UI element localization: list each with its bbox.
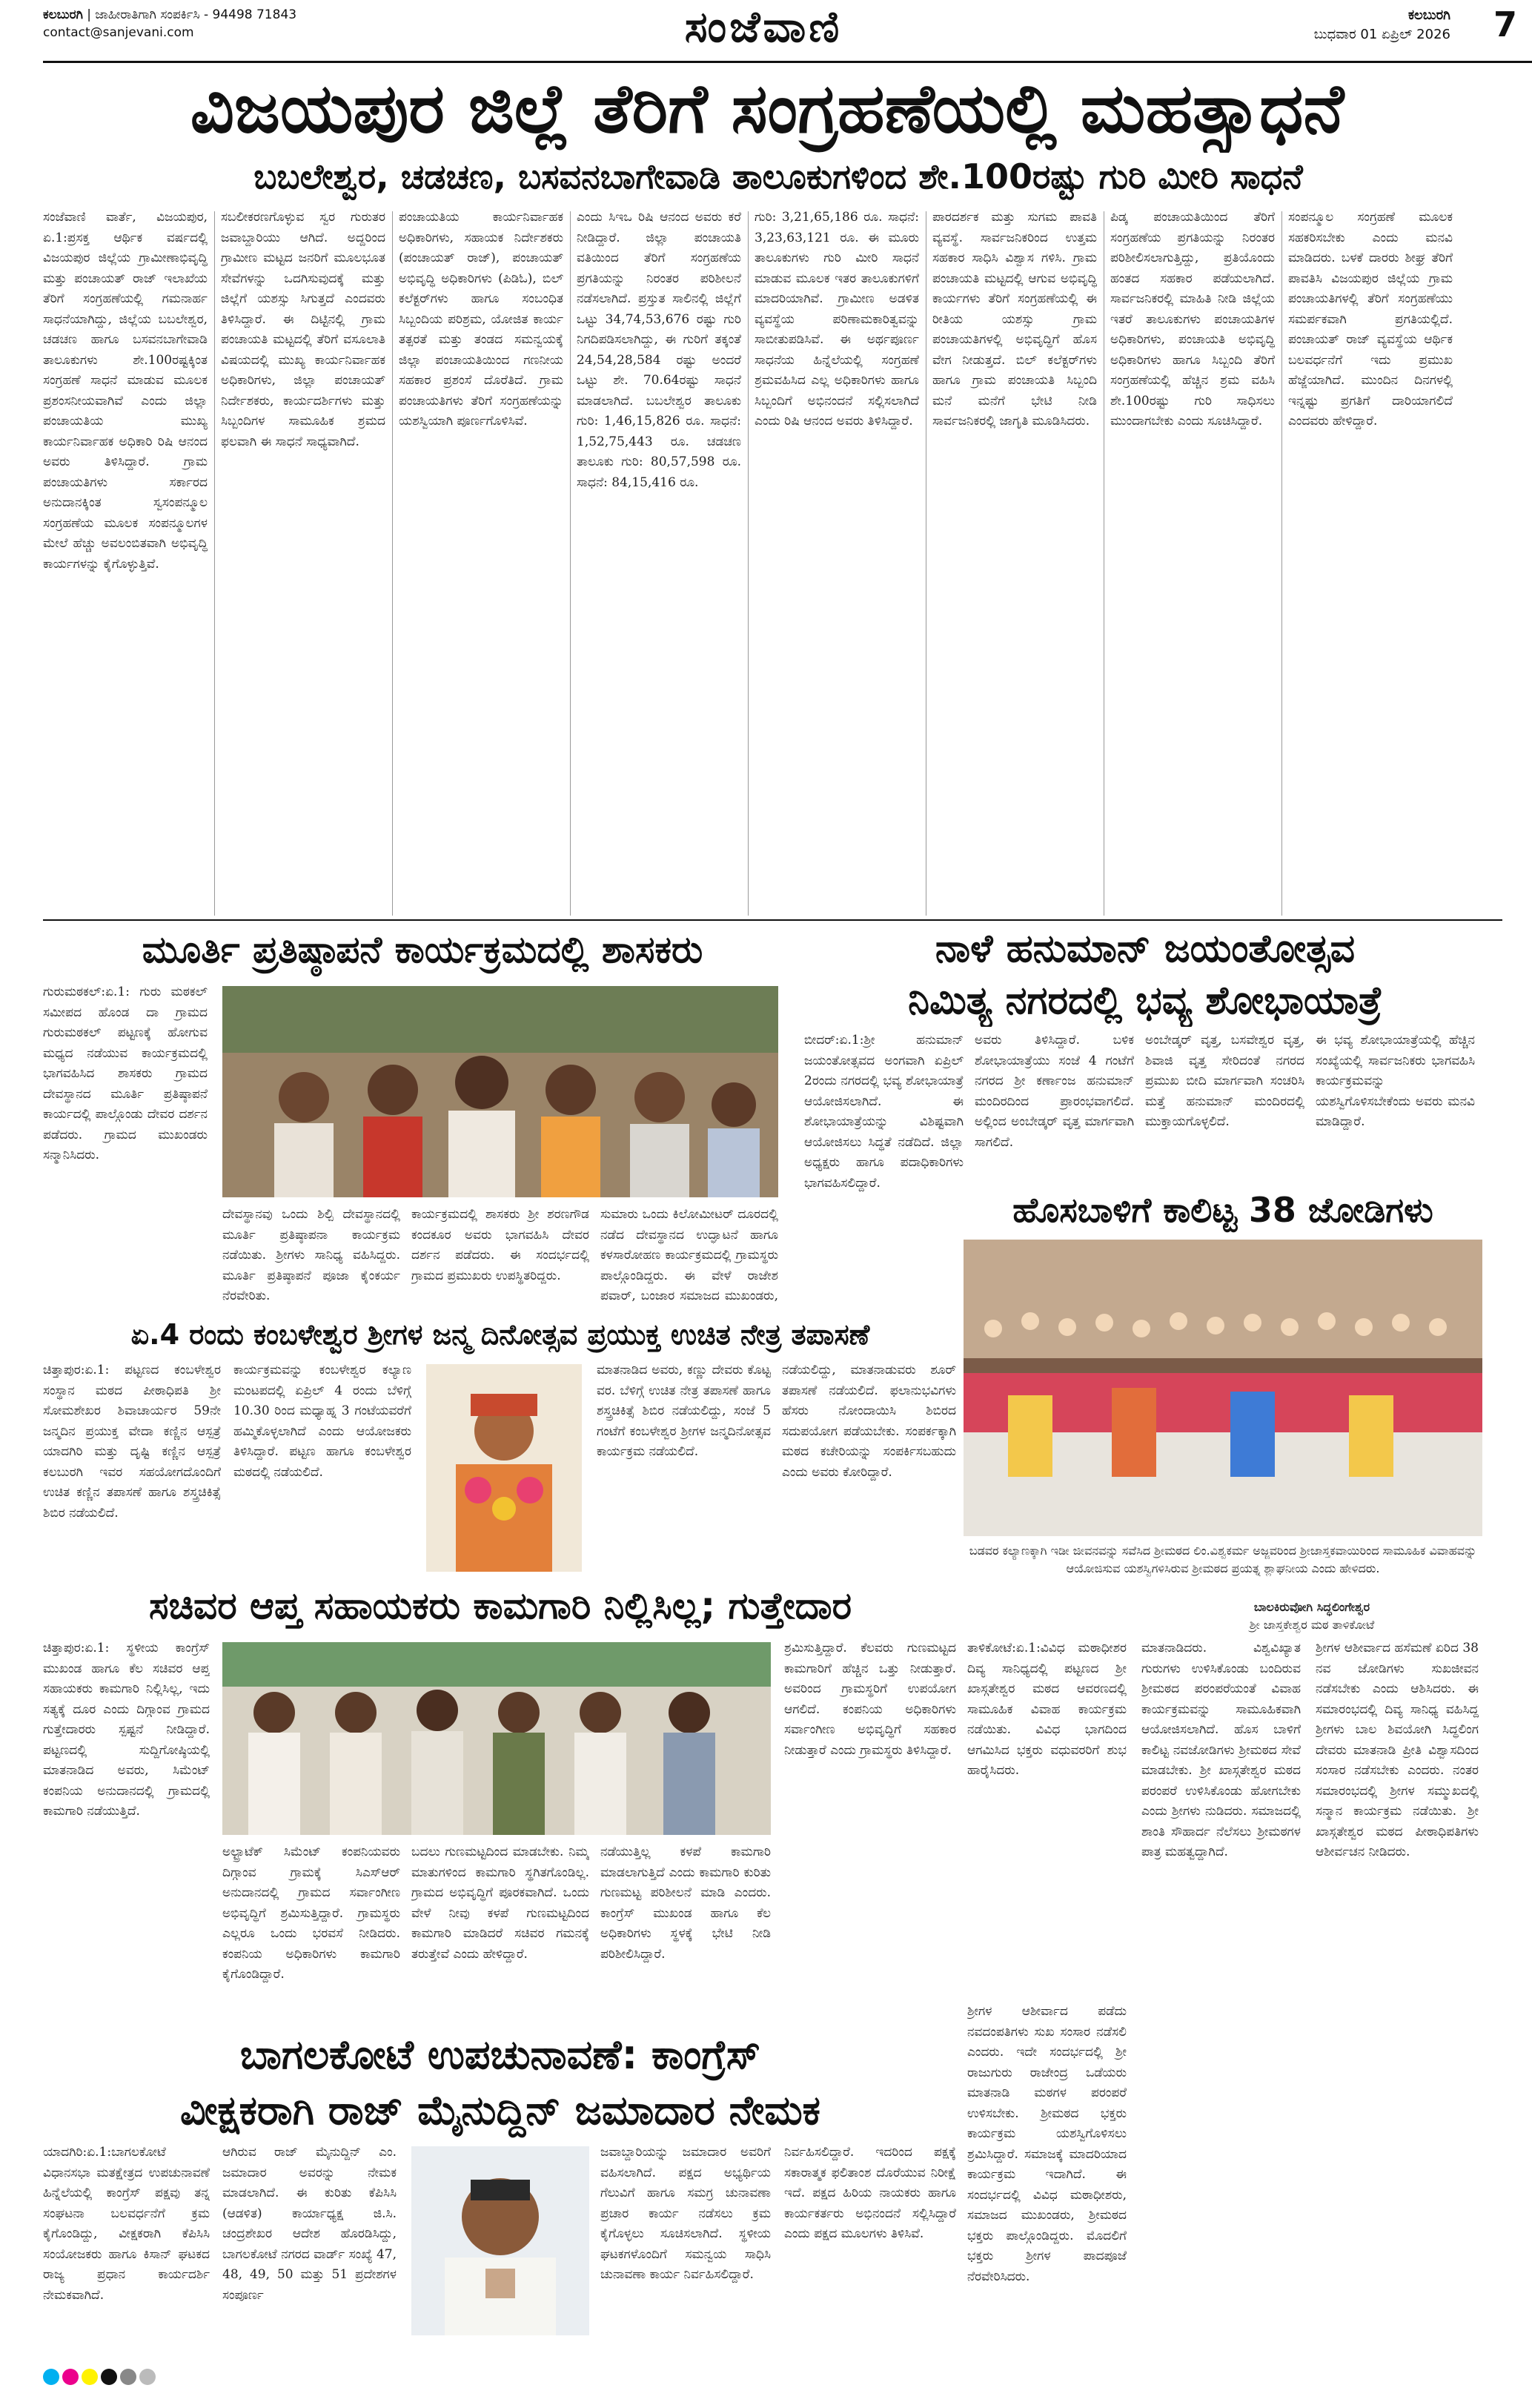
header-city-right: ಕಲಬುರಗಿ: [1407, 7, 1450, 23]
religious-column-2: ಶ್ರೀಗಳ ಆಶೀರ್ವಾದ ಹಸೆಮಣೆ ಏರಿದ 38 ನವ ಜೋಡಿಗಳು ಸುಖಜೀವನ ನಡೆಸಬೇಕು ಎಂದು ಆಶಿಸಿದರು. ಈ ಸಮಾರಂಭದಲ್ಲಿ ದಿವ್ಯ ಸಾನಿಧ್ಯ ವಹಿಸಿದ್ದ ಶ್ರೀಗಳು ಬಾಲ ಶಿವಯೋಗಿ ಸಿದ್ಧಲಿಂಗ ದೇವರು ಮಾತನಾಡಿ ಪ್ರೀತಿ ವಿಶ್ವಾಸದಿಂದ ಸಂಸಾರ ನಡೆಸಬೇಕು ಎಂದರು. ನಂತರ ಸಮಾರಂಭದಲ್ಲಿ ಶ್ರೀಗಳ ಸಮ್ಮುಖದಲ್ಲಿ ಸನ್ಮಾನ ಕಾರ್ಯಕ್ರಮ ನಡೆಯಿತು. ಶ್ರೀ ಖಾಸ್ಗತೇಶ್ವರ ಮಠದ ಪೀಠಾಧಿಪತಿಗಳು ಆಶೀರ್ವಚನ ನೀಡಿದರು.: [1316, 1641, 1479, 1859]
eyecamp-column-2: ಕಾರ್ಯಕ್ರಮವನ್ನು ಕಂಬಳೇಶ್ವರ ಕಲ್ಯಾಣ ಮಂಟಪದಲ್ಲಿ ಏಪ್ರಿಲ್ 4 ರಂದು ಬೆಳಿಗ್ಗೆ 10.30 ರಿಂದ ಮಧ್ಯಾಹ್ನ 3 ಗಂಟೆಯವರೆಗೆ ಹಮ್ಮಿಕೊಳ್ಳಲಾಗಿದೆ ಎಂದು ಆಯೋಜಕರು ತಿಳಿಸಿದ್ದಾರೆ. ಪಟ್ಟಣ ಹಾಗೂ ಕಂಬಳೇಶ್ವರ ಮಠದಲ್ಲಿ ನಡೆಯಲಿದೆ.: [233, 1363, 411, 1480]
page-number: 7: [1493, 4, 1517, 44]
murthi-headline: ಮೂರ್ತಿ ಪ್ರತಿಷ್ಠಾಪನೆ ಕಾರ್ಯಕ್ರಮದಲ್ಲಿ ಶಾಸಕರು: [142, 928, 703, 971]
lead-column-4: ಎಂದು ಸಿಇಒ ರಿಷಿ ಆನಂದ ಅವರು ಕರೆ ನೀಡಿದ್ದಾರೆ. ಜಿಲ್ಲಾ ಪಂಚಾಯತಿ ವತಿಯಿಂದ ತೆರಿಗೆ ಸಂಗ್ರಹಣೆಯ ಪ್ರಗತಿಯನ್ನು ನಿರಂತರ ಪರಿಶೀಲನೆ ನಡೆಸಲಾಗಿದೆ. ಪ್ರಸ್ತುತ ಸಾಲಿನಲ್ಲಿ ಜಿಲ್ಲೆಗೆ ಒಟ್ಟು 34,74,53,676 ರಷ್ಟು ಗುರಿ ನಿಗದಿಪಡಿಸಲಾಗಿದ್ದು, ಈ ಗುರಿಗೆ ತಕ್ಕಂತೆ 24,54,28,584 ರಷ್ಟು ಅಂದರೆ ಒಟ್ಟು ಶೇ. 70.64ರಷ್ಟು ಸಾಧನೆ ಮಾಡಲಾಗಿದೆ. ಬಬಲೇಶ್ವರ ತಾಲೂಕು ಗುರಿ: 1,46,15,826 ರೂ. ಸಾಧನೆ: 1,52,75,443 ರೂ. ಚಡಚಣ ತಾಲೂಕು ಗುರಿ: 80,57,598 ರೂ. ಸಾಧನೆ: 84,15,416 ರೂ.: [577, 210, 741, 490]
murthi-photo-graphic: [222, 986, 778, 1197]
contractor-column-3: ಬದಲು ಗುಣಮಟ್ಟದಿಂದ ಮಾಡಬೇಕು. ನಿಮ್ಮ ಮಾತುಗಳಿಂದ ಕಾಮಗಾರಿ ಸ್ಥಗಿತಗೊಂಡಿಲ್ಲ. ಗ್ರಾಮದ ಅಭಿವೃದ್ಧಿಗೆ ಪೂರಕವಾಗಿದೆ. ಒಂದು ವೇಳೆ ನೀವು ಕಳಪೆ ಗುಣಮಟ್ಟದಿಂದ ಕಾಮಗಾರಿ ಮಾಡಿದರೆ ಸಚಿವರ ಗಮನಕ್ಕೆ ತರುತ್ತೇವೆ ಎಂದು ಹೇಳಿದ್ದಾರೆ.: [411, 1845, 589, 1962]
eyecamp-column-4: ನಡೆಯಲಿದ್ದು, ಮಾತನಾಡುವರು ಶೂರ್ ತಪಾಸಣೆ ನಡೆಯಲಿದೆ. ಫಲಾನುಭವಿಗಳು ಹೆಸರು ನೋಂದಾಯಿಸಿ ಶಿಬಿರದ ಸದುಪಯೋಗ ಪಡೆಯಬೇಕು. ಸಂಪರ್ಕಕ್ಕಾಗಿ ಮಠದ ಕಚೇರಿಯನ್ನು ಸಂಪರ್ಕಿಸಬಹುದು ಎಂದು ಅವರು ಕೋರಿದ್ದಾರೆ.: [782, 1363, 956, 1480]
bagalkot-column-2: ಆಗಿರುವ ರಾಜ್ ಮೈನುದ್ದಿನ್ ಎಂ. ಜಮಾದಾರ ಅವರನ್ನು ನೇಮಕ ಮಾಡಲಾಗಿದೆ. ಈ ಕುರಿತು ಕೆಪಿಸಿಸಿ (ಆಡಳಿತ) ಕಾರ್ಯಾಧ್ಯಕ್ಷ ಜಿ.ಸಿ. ಚಂದ್ರಶೇಖರ ಆದೇಶ ಹೊರಡಿಸಿದ್ದು, ಬಾಗಲಕೋಟೆ ನಗರದ ವಾರ್ಡ್ ಸಂಖ್ಯೆ 47, 48, 49, 50 ಮತ್ತು 51 ಪ್ರದೇಶಗಳ ಸಂಪೂರ್ಣ: [222, 2145, 397, 2303]
wedding-headline: ಹೊಸಬಾಳಿಗೆ ಕಾಲಿಟ್ಟ 38 ಜೋಡಿಗಳು: [1012, 1190, 1433, 1230]
murthi-photo: [222, 986, 778, 1197]
header-contact: ಕಲಬುರಗಿ | ಜಾಹೀರಾತಿಗಾಗಿ ಸಂಪರ್ಕಿಸಿ - 94498 71843 contact@sanjevani.com: [43, 7, 297, 40]
wedding-column-1: ತಾಳಿಕೋಟೆ:ಏ.1:ವಿವಿಧ ಮಠಾಧೀಶರ ದಿವ್ಯ ಸಾನಿಧ್ಯದಲ್ಲಿ ಪಟ್ಟಣದ ಶ್ರೀ ಖಾಸ್ಗತೇಶ್ವರ ಮಠದ ಆವರಣದಲ್ಲಿ ಸಾಮೂಹಿಕ ವಿವಾಹ ಕಾರ್ಯಕ್ರಮ ನಡೆಯಿತು. ವಿವಿಧ ಭಾಗದಿಂದ ಆಗಮಿಸಿದ ಭಕ್ತರು ವಧುವರರಿಗೆ ಶುಭ ಹಾರೈಸಿದರು.: [967, 1641, 1127, 1778]
eyecamp-column-3: ಮಾತನಾಡಿದ ಅವರು, ಕಣ್ಣು ದೇವರು ಕೊಟ್ಟ ವರ. ಬೆಳಿಗ್ಗೆ ಉಚಿತ ನೇತ್ರ ತಪಾಸಣೆ ಹಾಗೂ ಶಸ್ತ್ರಚಿಕಿತ್ಸೆ ಶಿಬಿರ ನಡೆಯಲಿದ್ದು, ಸಂಜೆ 5 ಗಂಟೆಗೆ ಕಂಬಳೇಶ್ವರ ಶ್ರೀಗಳ ಜನ್ಮದಿನೋತ್ಸವ ಕಾರ್ಯಕ್ರಮ ನಡೆಯಲಿದೆ.: [597, 1363, 771, 1459]
wedding-photo: [964, 1240, 1482, 1536]
grey-mark: [120, 2369, 136, 2385]
murthi-column-2: ದೇವಸ್ಥಾನವು ಒಂದು ಶಿಲ್ಪಿ ದೇವಸ್ಥಾನದಲ್ಲಿ ಮೂರ್ತಿ ಪ್ರತಿಷ್ಠಾಪನಾ ಕಾರ್ಯಕ್ರಮ ನಡೆಯಿತು. ಶ್ರೀಗಳು ಸಾನಿಧ್ಯ ವಹಿಸಿದ್ದರು. ಮೂರ್ತಿ ಪ್ರತಿಷ್ಠಾಪನೆ ಪೂಜಾ ಕೈಂಕರ್ಯ ನೆರವೇರಿತು.: [222, 1207, 400, 1303]
hanuman-headline-2: ನಿಮಿತ್ಯ ನಗರದಲ್ಲಿ ಭವ್ಯ ಶೋಭಾಯಾತ್ರೆ: [908, 979, 1382, 1023]
column-divider: [570, 211, 571, 916]
contractor-column-1: ಚಿತ್ತಾಪುರ:ಏ.1: ಸ್ಥಳೀಯ ಕಾಂಗ್ರೆಸ್ ಮುಖಂಡ ಹಾಗೂ ಕೆಲ ಸಚಿವರ ಆಪ್ತ ಸಹಾಯಕರು ಕಾಮಗಾರಿ ನಿಲ್ಲಿಸಿಲ್ಲ, ಇದು ಸತ್ಯಕ್ಕೆ ದೂರ ಎಂದು ದಿಗ್ಗಾಂವ ಗ್ರಾಮದ ಗುತ್ತೇದಾರರು ಸ್ಪಷ್ಟನೆ ನೀಡಿದ್ದಾರೆ. ಪಟ್ಟಣದಲ್ಲಿ ಸುದ್ದಿಗೋಷ್ಠಿಯಲ್ಲಿ ಮಾತನಾಡಿದ ಅವರು, ಸಿಮೆಂಟ್ ಕಂಪನಿಯ ಅನುದಾನದಲ್ಲಿ ಗ್ರಾಮದಲ್ಲಿ ಕಾಮಗಾರಿ ನಡೆಯುತ್ತಿದೆ.: [43, 1641, 210, 1819]
wedding-credit-1: ಬಾಲಕಿರುವೋಗಿ ಸಿದ್ಧಲಿಂಗೇಶ್ವರ: [1253, 1600, 1370, 1614]
header-ad-contact: ಜಾಹೀರಾತಿಗಾಗಿ ಸಂಪರ್ಕಿಸಿ - 94498 71843: [95, 7, 297, 22]
contractor-photo-graphic: [222, 1642, 771, 1835]
eyecamp-seer-photo: [426, 1364, 582, 1572]
lead-column-3: ಪಂಚಾಯತಿಯ ಕಾರ್ಯನಿರ್ವಾಹಕ ಅಧಿಕಾರಿಗಳು, ಸಹಾಯಕ ನಿರ್ದೇಶಕರು (ಪಂಚಾಯತ್ ರಾಜ್), ಪಂಚಾಯತ್ ಅಭಿವೃದ್ಧಿ ಅಧಿಕಾರಿಗಳು (ಪಿಡಿಓ), ಬಿಲ್ ಕಲೆಕ್ಟರ್‌ಗಳು ಹಾಗೂ ಸಂಬಂಧಿತ ಸಿಬ್ಬಂದಿಯ ಪರಿಶ್ರಮ, ಯೋಜಿತ ಕಾರ್ಯ ತತ್ಪರತೆ ಮತ್ತು ತಂಡದ ಸಮನ್ವಯಕ್ಕೆ ಜಿಲ್ಲಾ ಪಂಚಾಯತಿಯಿಂದ ಗಣನೀಯ ಸಹಕಾರ ಪ್ರಶಂಸೆ ದೊರೆತಿದೆ. ಗ್ರಾಮ ಪಂಚಾಯತಿಗಳು ತೆರಿಗೆ ಸಂಗ್ರಹಣೆಯನ್ನು ಯಶಸ್ವಿಯಾಗಿ ಪೂರ್ಣಗೊಳಿಸಿವೆ.: [399, 210, 563, 429]
column-divider: [214, 211, 215, 916]
column-divider: [748, 211, 749, 916]
header-city: ಕಲಬುರಗಿ: [43, 7, 83, 22]
masthead: [519, 1, 1008, 53]
header-date: ಬುಧವಾರ 01 ಏಪ್ರಿಲ್ 2026: [1313, 27, 1450, 42]
religious-column-1: ಮಾತನಾಡಿದರು. ವಿಶ್ವವಿಖ್ಯಾತ ಗುರುಗಳು ಉಳಿಸಿಕೊಂಡು ಬಂದಿರುವ ಶ್ರೀಮಠದ ಪರಂಪರೆಯಂತೆ ವಿವಾಹ ಕಾರ್ಯಕ್ರಮವನ್ನು ಸಾಮೂಹಿಕವಾಗಿ ಆಯೋಜಿಸಲಾಗಿದೆ. ಹೊಸ ಬಾಳಿಗೆ ಕಾಲಿಟ್ಟ ನವಜೋಡಿಗಳು ಶ್ರೀಮಠದ ಸೇವೆ ಮಾಡಬೇಕು. ಶ್ರೀ ಖಾಸ್ಗತೇಶ್ವರ ಮಠದ ಪರಂಪರೆ ಉಳಿಸಿಕೊಂಡು ಹೋಗಬೇಕು ಎಂದು ಶ್ರೀಗಳು ನುಡಿದರು. ಸಮಾಜದಲ್ಲಿ ಶಾಂತಿ ಸೌಹಾರ್ದ ನೆಲೆಸಲು ಶ್ರೀಮಠಗಳ ಪಾತ್ರ ಮಹತ್ವದ್ದಾಗಿದೆ.: [1141, 1641, 1301, 1859]
lead-column-7: ಪಿಡ್ಕ ಪಂಚಾಯತಿಯಿಂದ ತೆರಿಗೆ ಸಂಗ್ರಹಣೆಯ ಪ್ರಗತಿಯನ್ನು ನಿರಂತರ ಪರಿಶೀಲಿಸಲಾಗುತ್ತಿದ್ದು, ಪ್ರತಿಯೊಂದು ಹಂತದ ಸಹಕಾರ ಪಡೆಯಲಾಗಿದೆ. ಸಾರ್ವಜನಿಕರಲ್ಲಿ ಮಾಹಿತಿ ನೀಡಿ ಜಿಲ್ಲೆಯ ಇತರೆ ತಾಲೂಕುಗಳು ಪಂಚಾಯತಿಗಳ ಅಧಿಕಾರಿಗಳು, ಪಂಚಾಯತಿ ಅಭಿವೃದ್ಧಿ ಅಧಿಕಾರಿಗಳು ಹಾಗೂ ಸಿಬ್ಬಂದಿ ತೆರಿಗೆ ಸಂಗ್ರಹಣೆಯಲ್ಲಿ ಹೆಚ್ಚಿನ ಶ್ರಮ ವಹಿಸಿ ಶೇ.100ರಷ್ಟು ಗುರಿ ಸಾಧಿಸಲು ಮುಂದಾಗಬೇಕು ಎಂದು ಸೂಚಿಸಿದ್ದಾರೆ.: [1110, 210, 1275, 429]
eyecamp-seer-graphic: [426, 1364, 582, 1572]
bagalkot-headline-1: ಬಾಗಲಕೋಟೆ ಉಪಚುನಾವಣೆ: ಕಾಂಗ್ರೆಸ್: [239, 2031, 761, 2078]
eyecamp-headline: ಏ.4 ರಂದು ಕಂಬಳೇಶ್ವರ ಶ್ರೀಗಳ ಜನ್ಮ ದಿನೋತ್ಸವ ಪ್ರಯುಕ್ತ ಉಚಿತ ನೇತ್ರ ತಪಾಸಣೆ: [130, 1318, 870, 1351]
color-registration-marks: [43, 2369, 159, 2388]
bagalkot-portrait: [411, 2146, 589, 2335]
bagalkot-column-3: ಜವಾಬ್ದಾರಿಯನ್ನು ಜಮಾದಾರ ಅವರಿಗೆ ವಹಿಸಲಾಗಿದೆ. ಪಕ್ಷದ ಅಭ್ಯರ್ಥಿಯ ಗೆಲುವಿಗೆ ಹಾಗೂ ಸಮಗ್ರ ಚುನಾವಣಾ ಪ್ರಚಾರ ಕಾರ್ಯ ನಡೆಸಲು ಕ್ರಮ ಕೈಗೊಳ್ಳಲು ಸೂಚಿಸಲಾಗಿದೆ. ಸ್ಥಳೀಯ ಘಟಕಗಳೊಂದಿಗೆ ಸಮನ್ವಯ ಸಾಧಿಸಿ ಚುನಾವಣಾ ಕಾರ್ಯ ನಿರ್ವಹಿಸಲಿದ್ದಾರೆ.: [600, 2145, 771, 2282]
lead-column-2: ಸಬಲೀಕರಣಗೊಳ್ಳುವ ಸ್ವರ ಗುರುತರ ಜವಾಬ್ದಾರಿಯು ಆಗಿದೆ. ಅದ್ದರಿಂದ ಗ್ರಾಮೀಣ ಮಟ್ಟದ ಜನರಿಗೆ ಮೂಲಭೂತ ಸೇವೆಗಳನ್ನು ಒದಗಿಸುವುದಕ್ಕೆ ಮತ್ತು ಜಿಲ್ಲೆಗೆ ಯಶಸ್ಸು ಸಿಗುತ್ತದೆ ಎಂದವರು ತಿಳಿಸಿದ್ದಾರೆ. ಈ ದಿಟ್ಟಿನಲ್ಲಿ ಗ್ರಾಮ ಪಂಚಾಯತಿ ಮಟ್ಟದಲ್ಲಿ ತೆರಿಗೆ ವಸೂಲಾತಿ ವಿಷಯದಲ್ಲಿ ಮುಖ್ಯ ಕಾರ್ಯನಿರ್ವಾಹಕ ಅಧಿಕಾರಿಗಳು, ಜಿಲ್ಲಾ ಪಂಚಾಯತ್ ನಿರ್ದೇಶಕರು, ಕಾರ್ಯದರ್ಶಿಗಳು ಮತ್ತು ಸಿಬ್ಬಂದಿಗಳ ಸಾಮೂಹಿಕ ಶ್ರಮದ ಫಲವಾಗಿ ಈ ಸಾಧನೆ ಸಾಧ್ಯವಾಗಿದೆ.: [221, 210, 385, 449]
hanuman-column-3: ಅಂಬೇಡ್ಕರ್ ವೃತ್ತ, ಬಸವೇಶ್ವರ ವೃತ್ತ, ಶಿವಾಜಿ ವೃತ್ತ ಸೇರಿದಂತೆ ನಗರದ ಪ್ರಮುಖ ಬೀದಿ ಮಾರ್ಗವಾಗಿ ಸಂಚರಿಸಿ ಮತ್ತೆ ಹನುಮಾನ್ ಮಂದಿರದಲ್ಲಿ ಮುಕ್ತಾಯಗೊಳ್ಳಲಿದೆ.: [1145, 1033, 1304, 1129]
masthead-title: ಸಂಜೆವಾಣಿ: [684, 1, 843, 52]
header-email[interactable]: contact@sanjevani.com: [43, 25, 194, 40]
wedding-photo-graphic: [964, 1240, 1482, 1536]
hanuman-headline-1: ನಾಳೆ ಹನುಮಾನ್ ಜಯಂತೋತ್ಸವ: [935, 927, 1356, 971]
section-rule: [43, 919, 1502, 921]
lead-column-1: ಸಂಜೆವಾಣಿ ವಾರ್ತೆ, ವಿಜಯಪುರ, ಏ.1:ಪ್ರಸಕ್ತ ಆರ್ಥಿಕ ವರ್ಷದಲ್ಲಿ ವಿಜಯಪುರ ಜಿಲ್ಲೆಯ ಗ್ರಾಮೀಣಾಭಿವೃದ್ಧಿ ಮತ್ತು ಪಂಚಾಯತ್ ರಾಜ್ ಇಲಾಖೆಯ ತೆರಿಗೆ ಸಂಗ್ರಹಣೆಯಲ್ಲಿ ಗಮನಾರ್ಹ ಸಾಧನೆಯಾಗಿದ್ದು, ಜಿಲ್ಲೆಯ ಬಬಲೇಶ್ವರ, ಚಡಚಣ ಹಾಗೂ ಬಸವನಬಾಗೇವಾಡಿ ತಾಲೂಕುಗಳು ಶೇ.100ರಷ್ಟಕ್ಕಿಂತ ಸಂಗ್ರಹಣೆ ಸಾಧನೆ ಮಾಡುವ ಮೂಲಕ ಪ್ರಶಂಸನೀಯವಾಗಿವೆ ಎಂದು ಜಿಲ್ಲಾ ಪಂಚಾಯತಿಯ ಮುಖ್ಯ ಕಾರ್ಯನಿರ್ವಾಹಕ ಅಧಿಕಾರಿ ರಿಷಿ ಆನಂದ ಅವರು ತಿಳಿಸಿದ್ದಾರೆ. ಗ್ರಾಮ ಪಂಚಾಯತಿಗಳು ಸರ್ಕಾರದ ಅನುದಾನಕ್ಕಿಂತ ಸ್ವಸಂಪನ್ಮೂಲ ಸಂಗ್ರಹಣೆಯ ಮೂಲಕ ಸಂಪನ್ಮೂಲಗಳ ಮೇಲೆ ಹೆಚ್ಚು ಅವಲಂಬಿತವಾಗಿ ಅಭಿವೃದ್ಧಿ ಕಾರ್ಯಗಳನ್ನು ಕೈಗೊಳ್ಳುತ್ತಿವೆ.: [43, 210, 208, 572]
wedding-caption: ಬಡವರ ಕಲ್ಯಾಣಕ್ಕಾಗಿ ಇಡೀ ಜೀವನವನ್ನು ಸವೆಸಿದ ಶ್ರೀಮಠದ ಲಿಂ.ವಿಶ್ವಕರ್ಮ ಅಜ್ಜವರಿಂದ ಶ್ರೀಜಾಸ್ತಕವಾಯಿರಿಂದ ಸಾಮೂಹಿಕ ವಿವಾಹವನ್ನು ಆಯೋಜಿಸುವ ಯಶಸ್ವಿಗಳಿಸಿರುವ ಶ್ರೀಮಠದ ಪ್ರಯತ್ನ ಶ್ಲಾಘನೀಯ ಎಂದು ಹೇಳಿದರು.: [969, 1544, 1477, 1575]
bagalkot-column-4: ನಿರ್ವಹಿಸಲಿದ್ದಾರೆ. ಇದರಿಂದ ಪಕ್ಷಕ್ಕೆ ಸಕಾರಾತ್ಮಕ ಫಲಿತಾಂಶ ದೊರೆಯುವ ನಿರೀಕ್ಷೆ ಇದೆ. ಪಕ್ಷದ ಹಿರಿಯ ನಾಯಕರು ಹಾಗೂ ಕಾರ್ಯಕರ್ತರು ಅಭಿನಂದನೆ ಸಲ್ಲಿಸಿದ್ದಾರೆ ಎಂದು ಪಕ್ಷದ ಮೂಲಗಳು ತಿಳಿಸಿವೆ.: [784, 2145, 956, 2241]
yellow-mark: [82, 2369, 98, 2385]
magenta-mark: [62, 2369, 79, 2385]
contractor-column-4: ನಡೆಯುತ್ತಿಲ್ಲ ಕಳಪೆ ಕಾಮಗಾರಿ ಮಾಡಲಾಗುತ್ತಿದೆ ಎಂದು ಕಾಮಗಾರಿ ಕುರಿತು ಗುಣಮಟ್ಟ ಪರಿಶೀಲನೆ ಮಾಡಿ ಎಂದರು. ಕಾಂಗ್ರೆಸ್ ಮುಖಂಡ ಹಾಗೂ ಕೆಲ ಅಧಿಕಾರಿಗಳು ಸ್ಥಳಕ್ಕೆ ಭೇಟಿ ನೀಡಿ ಪರಿಶೀಲಿಸಿದ್ದಾರೆ.: [600, 1845, 771, 1962]
lead-column-6: ಪಾರದರ್ಶಕ ಮತ್ತು ಸುಗಮ ಪಾವತಿ ವ್ಯವಸ್ಥೆ. ಸಾರ್ವಜನಿಕರಿಂದ ಉತ್ತಮ ಸಹಕಾರ ಸಾಧಿಸಿ ವಿಶ್ವಾಸ ಗಳಿಸಿ. ಗ್ರಾಮ ಪಂಚಾಯತಿ ಮಟ್ಟದಲ್ಲಿ ಆಗುವ ಅಭಿವೃದ್ಧಿ ಕಾರ್ಯಗಳು ತೆರಿಗೆ ಸಂಗ್ರಹಣೆಯಲ್ಲಿ ಈ ರೀತಿಯ ಯಶಸ್ಸು ಗ್ರಾಮ ಪಂಚಾಯತಿಗಳಲ್ಲಿ ಅಭಿವೃದ್ಧಿಗೆ ಹೊಸ ವೇಗ ನೀಡುತ್ತದೆ. ಬಿಲ್ ಕಲೆಕ್ಟರ್‌ಗಳು ಹಾಗೂ ಗ್ರಾಮ ಪಂಚಾಯತಿ ಸಿಬ್ಬಂದಿ ಮನೆ ಮನೆಗೆ ಭೇಟಿ ನೀಡಿ ಸಾರ್ವಜನಿಕರಲ್ಲಿ ಜಾಗೃತಿ ಮೂಡಿಸಿದರು.: [932, 210, 1097, 429]
bagalkot-headline-2: ವೀಕ್ಷಕರಾಗಿ ರಾಜ್ ಮೈನುದ್ದಿನ್ ಜಮಾದಾರ ನೇಮಕ: [180, 2087, 820, 2134]
bagalkot-portrait-graphic: [411, 2146, 589, 2335]
contractor-column-5: ಶ್ರಮಿಸುತ್ತಿದ್ದಾರೆ. ಕೆಲವರು ಗುಣಮಟ್ಟದ ಕಾಮಗಾರಿಗೆ ಹೆಚ್ಚಿನ ಒತ್ತು ನೀಡುತ್ತಾರೆ. ಅವರಿಂದ ಗ್ರಾಮಸ್ಥರಿಗೆ ಉಪಯೋಗ ಆಗಲಿದೆ. ಕಂಪನಿಯ ಅಧಿಕಾರಿಗಳು ಸರ್ವಾಂಗೀಣ ಅಭಿವೃದ್ಧಿಗೆ ಸಹಕಾರ ನೀಡುತ್ತಾರೆ ಎಂದು ಗ್ರಾಮಸ್ಥರು ತಿಳಿಸಿದ್ದಾರೆ.: [784, 1641, 956, 1758]
murthi-column-4: ಸುಮಾರು ಒಂದು ಕಿಲೋಮೀಟರ್ ದೂರದಲ್ಲಿ ನಡೆದ ದೇವಸ್ಥಾನದ ಉದ್ಘಾಟನೆ ಹಾಗೂ ಕಳಸಾರೋಹಣ ಕಾರ್ಯಕ್ರಮದಲ್ಲಿ ಗ್ರಾಮಸ್ಥರು ಪಾಲ್ಗೊಂಡಿದ್ದರು. ಈ ವೇಳೆ ರಾಜೇಶ ಪವಾರ್, ಬಂಜಾರ ಸಮಾಜದ ಮುಖಂಡರು,: [600, 1207, 778, 1303]
lead-headline: ವಿಜಯಪುರ ಜಿಲ್ಲೆ ತೆರಿಗೆ ಸಂಗ್ರಹಣೆಯಲ್ಲಿ ಮಹತ್ಸಾಧನೆ: [190, 69, 1344, 148]
murthi-column-1: ಗುರುಮಠಕಲ್:ಏ.1: ಗುರು ಮಠಕಲ್ ಸಮೀಪದ ಹೊಂಡ ದಾ ಗ್ರಾಮದ ಗುರುಮಠಕಲ್ ಪಟ್ಟಣಕ್ಕೆ ಹೋಗುವ ಮಧ್ಯದ ನಡೆಯುವ ಕಾರ್ಯಕ್ರಮದಲ್ಲಿ ಭಾಗವಹಿಸಿದ ಶಾಸಕರು ಗ್ರಾಮದ ದೇವಸ್ಥಾನದ ಮೂರ್ತಿ ಪ್ರತಿಷ್ಠಾಪನೆ ಕಾರ್ಯದಲ್ಲಿ ಪಾಲ್ಗೊಂಡು ದೇವರ ದರ್ಶನ ಪಡೆದರು. ಗ್ರಾಮದ ಮುಖಂಡರು ಸನ್ಮಾನಿಸಿದರು.: [43, 985, 208, 1162]
light-grey-mark: [139, 2369, 156, 2385]
contractor-photo: [222, 1642, 771, 1835]
hanuman-column-1: ಬೀದರ್:ಏ.1:ಶ್ರೀ ಹನುಮಾನ್ ಜಯಂತೋತ್ಸವದ ಅಂಗವಾಗಿ ಏಪ್ರಿಲ್ 2ರಂದು ನಗರದಲ್ಲಿ ಭವ್ಯ ಶೋಭಾಯಾತ್ರೆ ಆಯೋಜಿಸಲಾಗಿದೆ. ಈ ಶೋಭಾಯಾತ್ರೆಯನ್ನು ವಿಶಿಷ್ಟವಾಗಿ ಆಯೋಜಿಸಲು ಸಿದ್ಧತೆ ನಡೆದಿದೆ. ಜಿಲ್ಲಾ ಅಧ್ಯಕ್ಷರು ಹಾಗೂ ಪದಾಧಿಕಾರಿಗಳು ಭಾಗವಹಿಸಲಿದ್ದಾರೆ.: [804, 1033, 964, 1191]
religious-column-3: ಶ್ರೀಗಳ ಆಶೀರ್ವಾದ ಪಡೆದು ನವದಂಪತಿಗಳು ಸುಖ ಸಂಸಾರ ನಡೆಸಲಿ ಎಂದರು. ಇದೇ ಸಂದರ್ಭದಲ್ಲಿ ಶ್ರೀ ರಾಜುಗುರು ರಾಜೇಂದ್ರ ಒಡೆಯರು ಮಾತನಾಡಿ ಮಠಗಳ ಪರಂಪರೆ ಉಳಿಸಬೇಕು. ಶ್ರೀಮಠದ ಭಕ್ತರು ಕಾರ್ಯಕ್ರಮ ಯಶಸ್ವಿಗೊಳಿಸಲು ಶ್ರಮಿಸಿದ್ದಾರೆ. ಸಮಾಜಕ್ಕೆ ಮಾದರಿಯಾದ ಕಾರ್ಯಕ್ರಮ ಇದಾಗಿದೆ. ಈ ಸಂದರ್ಭದಲ್ಲಿ ವಿವಿಧ ಮಠಾಧೀಶರು, ಸಮಾಜದ ಮುಖಂಡರು, ಶ್ರೀಮಠದ ಭಕ್ತರು ಪಾಲ್ಗೊಂಡಿದ್ದರು. ಮೊದಲಿಗೆ ಭಕ್ತರು ಶ್ರೀಗಳ ಪಾದಪೂಜೆ ನೆರವೇರಿಸಿದರು.: [967, 2004, 1127, 2284]
bagalkot-column-1: ಯಾದಗಿರಿ:ಏ.1:ಬಾಗಲಕೋಟೆ ವಿಧಾನಸಭಾ ಮತಕ್ಷೇತ್ರದ ಉಪಚುನಾವಣೆ ಹಿನ್ನೆಲೆಯಲ್ಲಿ ಕಾಂಗ್ರೆಸ್ ಪಕ್ಷವು ತನ್ನ ಸಂಘಟನಾ ಬಲವರ್ಧನೆಗೆ ಕ್ರಮ ಕೈಗೊಂಡಿದ್ದು, ವೀಕ್ಷಕರಾಗಿ ಕೆಪಿಸಿಸಿ ಸಂಯೋಜಕರು ಹಾಗೂ ಕಿಸಾನ್ ಘಟಕದ ರಾಜ್ಯ ಪ್ರಧಾನ ಕಾರ್ಯದರ್ಶಿ ನೇಮಕವಾಗಿದೆ.: [43, 2145, 210, 2303]
murthi-column-3: ಕಾರ್ಯಕ್ರಮದಲ್ಲಿ ಶಾಸಕರು ಶ್ರೀ ಶರಣಗೌಡ ಕಂದಕೂರ ಅವರು ಭಾಗವಹಿಸಿ ದೇವರ ದರ್ಶನ ಪಡೆದರು. ಈ ಸಂದರ್ಭದಲ್ಲಿ ಗ್ರಾಮದ ಪ್ರಮುಖರು ಉಪಸ್ಥಿತರಿದ್ದರು.: [411, 1207, 589, 1283]
cyan-mark: [43, 2369, 59, 2385]
contractor-column-2: ಅಲ್ಟ್ರಾಟೆಕ್ ಸಿಮೆಂಟ್ ಕಂಪನಿಯವರು ದಿಗ್ಗಾಂವ ಗ್ರಾಮಕ್ಕೆ ಸಿಎಸ್‌ಆರ್ ಅನುದಾನದಲ್ಲಿ ಗ್ರಾಮದ ಸರ್ವಾಂಗೀಣ ಅಭಿವೃದ್ಧಿಗೆ ಶ್ರಮಿಸುತ್ತಿದ್ದಾರೆ. ಗ್ರಾಮಸ್ಥರು ಎಲ್ಲರೂ ಒಂದು ಭರವಸೆ ನೀಡಿದರು. ಕಂಪನಿಯ ಅಧಿಕಾರಿಗಳು ಕಾಮಗಾರಿ ಕೈಗೊಂಡಿದ್ದಾರೆ.: [222, 1845, 400, 1982]
lead-column-5: ಗುರಿ: 3,21,65,186 ರೂ. ಸಾಧನೆ: 3,23,63,121 ರೂ. ಈ ಮೂರು ತಾಲೂಕುಗಳು ಗುರಿ ಮೀರಿ ಸಾಧನೆ ಮಾಡುವ ಮೂಲಕ ಇತರ ತಾಲೂಕುಗಳಿಗೆ ಮಾದರಿಯಾಗಿವೆ. ಗ್ರಾಮೀಣ ಅಡಳಿತ ವ್ಯವಸ್ಥೆಯ ಪರಿಣಾಮಕಾರಿತ್ವವನ್ನು ಸಾಬೀತುಪಡಿಸಿವೆ. ಈ ಅರ್ಥಪೂರ್ಣ ಸಾಧನೆಯ ಹಿನ್ನೆಲೆಯಲ್ಲಿ ಸಂಗ್ರಹಣೆ ಶ್ರಮವಹಿಸಿದ ಎಲ್ಲ ಅಧಿಕಾರಿಗಳು ಹಾಗೂ ಸಿಬ್ಬಂದಿಗೆ ಅಭಿನಂದನೆ ಸಲ್ಲಿಸಲಾಗಿದೆ ಎಂದು ರಿಷಿ ಆನಂದ ಅವರು ತಿಳಿಸಿದ್ದಾರೆ.: [755, 210, 919, 429]
lead-subhead: ಬಬಲೇಶ್ವರ, ಚಡಚಣ, ಬಸವನಬಾಗೇವಾಡಿ ತಾಲೂಕುಗಳಿಂದ ಶೇ.100ರಷ್ಟು ಗುರಿ ಮೀರಿ ಸಾಧನೆ: [253, 156, 1303, 196]
header-date-block: [1314, 6, 1450, 44]
header-rule: [43, 61, 1532, 63]
black-mark: [101, 2369, 117, 2385]
hanuman-column-4: ಈ ಭವ್ಯ ಶೋಭಾಯಾತ್ರೆಯಲ್ಲಿ ಹೆಚ್ಚಿನ ಸಂಖ್ಯೆಯಲ್ಲಿ ಸಾರ್ವಜನಿಕರು ಭಾಗವಹಿಸಿ ಕಾರ್ಯಕ್ರಮವನ್ನು ಯಶಸ್ವಿಗೊಳಿಸಬೇಕೆಂದು ಅವರು ಮನವಿ ಮಾಡಿದ್ದಾರೆ.: [1316, 1033, 1475, 1129]
column-divider: [1281, 211, 1282, 916]
eyecamp-column-1: ಚಿತ್ತಾಪುರ:ಏ.1: ಪಟ್ಟಣದ ಕಂಬಳೇಶ್ವರ ಸಂಸ್ಥಾನ ಮಠದ ಪೀಠಾಧಿಪತಿ ಶ್ರೀ ಸೋಮಶೇಖರ ಶಿವಾಚಾರ್ಯರ 59ನೇ ಜನ್ಮದಿನ ಪ್ರಯುಕ್ತ ವೇದಾ ಕಣ್ಣಿನ ಆಸ್ಪತ್ರೆ ಯಾದಗಿರಿ ಮತ್ತು ದೃಷ್ಟಿ ಕಣ್ಣಿನ ಆಸ್ಪತ್ರೆ ಕಲಬುರಗಿ ಇವರ ಸಹಯೋಗದೊಂದಿಗೆ ಉಚಿತ ಕಣ್ಣಿನ ತಪಾಸಣೆ ಹಾಗೂ ಶಸ್ತ್ರಚಿಕಿತ್ಸೆ ಶಿಬಿರ ನಡೆಯಲಿದೆ.: [43, 1363, 221, 1521]
column-divider: [392, 211, 393, 916]
hanuman-column-2: ಅವರು ತಿಳಿಸಿದ್ದಾರೆ. ಬಳಿಕ ಶೋಭಾಯಾತ್ರೆಯು ಸಂಜೆ 4 ಗಂಟೆಗೆ ನಗರದ ಶ್ರೀ ಕರ್ಣಾಂಜ ಹನುಮಾನ್ ಮಂದಿರದಿಂದ ಪ್ರಾರಂಭವಾಗಲಿದೆ. ಅಲ್ಲಿಂದ ಅಂಬೇಡ್ಕರ್ ವೃತ್ತ ಮಾರ್ಗವಾಗಿ ಸಾಗಲಿದೆ.: [975, 1033, 1134, 1150]
lead-column-8: ಸಂಪನ್ಮೂಲ ಸಂಗ್ರಹಣೆ ಮೂಲಕ ಸಹಕರಿಸಬೇಕು ಎಂದು ಮನವಿ ಮಾಡಿದರು. ಬಳಕೆ ದಾರರು ಶೀಘ್ರ ತೆರಿಗೆ ಪಾವತಿಸಿ ವಿಜಯಪುರ ಜಿಲ್ಲೆಯ ಗ್ರಾಮ ಪಂಚಾಯತಿಗಳಲ್ಲಿ ತೆರಿಗೆ ಸಂಗ್ರಹಣೆಯು ಸಮರ್ಪಕವಾಗಿ ಪ್ರಗತಿಯಲ್ಲಿದೆ. ಪಂಚಾಯತ್ ರಾಜ್ ವ್ಯವಸ್ಥೆಯ ಆರ್ಥಿಕ ಬಲವರ್ಧನೆಗೆ ಇದು ಪ್ರಮುಖ ಹೆಜ್ಜೆಯಾಗಿದೆ. ಮುಂದಿನ ದಿನಗಳಲ್ಲಿ ಇನ್ನಷ್ಟು ಪ್ರಗತಿಗೆ ದಾರಿಯಾಗಲಿದೆ ಎಂದವರು ಹೇಳಿದ್ದಾರೆ.: [1288, 210, 1453, 429]
wedding-credit-2: ಶ್ರೀ ಜಾಸ್ತಕೇಶ್ವರ ಮಠ ತಾಳಿಕೋಟೆ: [1249, 1618, 1375, 1632]
contractor-headline: ಸಚಿವರ ಆಪ್ತ ಸಹಾಯಕರು ಕಾಮಗಾರಿ ನಿಲ್ಲಿಸಿಲ್ಲ; ಗುತ್ತೇದಾರ: [148, 1584, 852, 1627]
